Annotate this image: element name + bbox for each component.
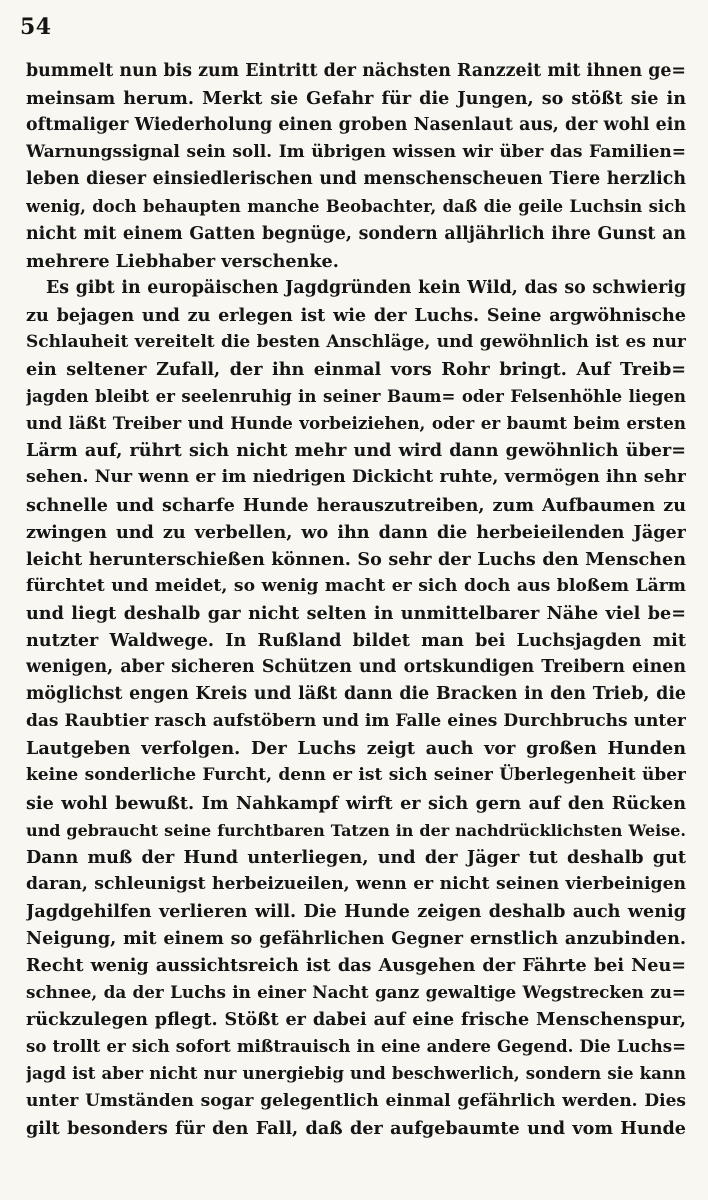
text-line: und liegt deshalb gar nicht selten in unmittelbarer Nähe viel be=: [26, 602, 686, 624]
text-line: wenigen, aber sicheren Schützen und ortskundigen Treibern einen: [26, 657, 686, 678]
paragraph-start-line: Es gibt in europäischen Jagdgründen kein Wild, das so schwierig: [46, 277, 686, 298]
text-line: Jagdgehilfen verlieren will. Die Hunde zeigen deshalb auch wenig: [26, 900, 686, 922]
text-line: wenig, doch behaupten manche Beobachter, daß die geile Luchsin sich: [26, 197, 686, 217]
text-line: und läßt Treiber und Hunde vorbeiziehen, oder er baumt beim ersten: [26, 413, 686, 434]
text-line: und gebraucht seine furchtbaren Tatzen in der nachdrücklichsten Weise.: [26, 820, 686, 840]
text-line: sie wohl bewußt. Im Nahkampf wirft er sich gern auf den Rücken: [26, 792, 686, 814]
body-text: [26, 58, 686, 1142]
text-line: zwingen und zu verbellen, wo ihn dann die herbeieilenden Jäger: [26, 521, 686, 543]
text-line: zu bejagen und zu erlegen ist wie der Luchs. Seine argwöhnische: [26, 304, 686, 326]
text-line: unter Umständen sogar gelegentlich einmal gefährlich werden. Dies: [26, 1090, 686, 1111]
text-line: leicht herunterschießen können. So sehr der Luchs den Menschen: [26, 548, 686, 570]
text-line: Recht wenig aussichtsreich ist das Ausgehen der Fährte bei Neu=: [26, 955, 686, 977]
text-line: keine sonderliche Furcht, denn er ist sich seiner Überlegenheit über: [26, 765, 686, 786]
text-line: nutzter Waldwege. In Rußland bildet man bei Luchsjagden mit: [26, 629, 686, 651]
paragraph-end-line: mehrere Liebhaber verschenke.: [26, 250, 339, 272]
text-line: sehen. Nur wenn er im niedrigen Dickicht ruhte, vermögen ihn sehr: [26, 467, 686, 488]
text-line: das Raubtier rasch aufstöbern und im Falle eines Durchbruchs unter: [26, 711, 686, 732]
text-line: Neigung, mit einem so gefährlichen Gegner ernstlich anzubinden.: [26, 928, 686, 949]
text-line: daran, schleunigst herbeizueilen, wenn er nicht seinen vierbeinigen: [26, 873, 686, 894]
text-line: ein seltener Zufall, der ihn einmal vors Rohr bringt. Auf Treib=: [26, 359, 686, 381]
page-number: 54: [20, 14, 52, 40]
text-line: Warnungssignal sein soll. Im übrigen wissen wir über das Familien=: [26, 142, 686, 163]
text-line: leben dieser einsiedlerischen und menschenscheuen Tiere herzlich: [26, 169, 686, 190]
text-line: jagd ist aber nicht nur unergiebig und beschwerlich, sondern sie kann: [26, 1063, 686, 1084]
text-line: schnee, da der Luchs in einer Nacht ganz gewaltige Wegstrecken zu=: [26, 982, 686, 1003]
text-line: schnelle und scharfe Hunde herauszutreiben, zum Aufbaumen zu: [26, 494, 686, 516]
text-line: oftmaliger Wiederholung einen groben Nasenlaut aus, der wohl ein: [26, 115, 686, 136]
text-line: jagden bleibt er seelenruhig in seiner Baum= oder Felsenhöhle liegen: [26, 386, 686, 407]
text-line: möglichst engen Kreis und läßt dann die Bracken in den Trieb, die: [26, 684, 686, 705]
text-line: rückzulegen pflegt. Stößt er dabei auf eine frische Menschenspur,: [26, 1009, 686, 1031]
text-line: bummelt nun bis zum Eintritt der nächsten Ranzzeit mit ihnen ge=: [26, 61, 686, 81]
text-line: Schlauheit vereitelt die besten Anschläge, und gewöhnlich ist es nur: [26, 331, 686, 352]
text-line: fürchtet und meidet, so wenig macht er sich doch aus bloßem Lärm: [26, 575, 686, 596]
text-line: so trollt er sich sofort mißtrauisch in eine andere Gegend. Die Luchs=: [26, 1036, 686, 1057]
text-line: gilt besonders für den Fall, daß der aufgebaumte und vom Hunde: [26, 1117, 686, 1139]
text-line: nicht mit einem Gatten begnüge, sondern alljährlich ihre Gunst an: [26, 223, 686, 244]
text-line: Lautgeben verfolgen. Der Luchs zeigt auch vor großen Hunden: [26, 738, 686, 760]
text-line: Lärm auf, rührt sich nicht mehr und wird dann gewöhnlich über=: [26, 440, 686, 462]
text-line: Dann muß der Hund unterliegen, und der Jäger tut deshalb gut: [26, 846, 686, 868]
text-line: meinsam herum. Merkt sie Gefahr für die Jungen, so stößt sie in: [26, 88, 686, 110]
